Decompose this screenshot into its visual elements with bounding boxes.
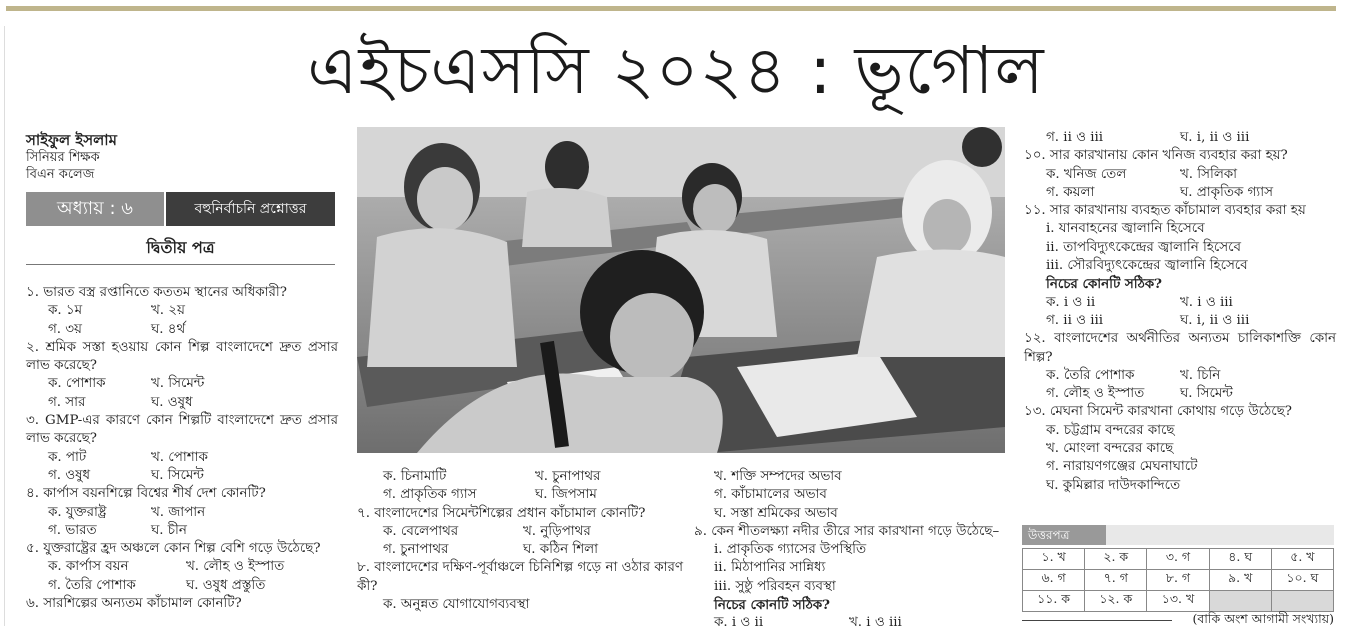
options <box>383 541 683 559</box>
answer-heading-bar <box>1106 525 1334 545</box>
option: গ. চুনাপাথর <box>383 542 449 558</box>
options <box>26 577 338 595</box>
left-rule <box>4 26 5 626</box>
question-7: ৭. বাংলাদেশের সিমেন্টশিল্পের প্রধান কাঁচামাল কোনটি? <box>357 505 646 521</box>
author-name: সাইফুল ইসলাম <box>26 131 117 149</box>
options <box>1024 367 1336 385</box>
answer-cell: ১১. ক <box>1023 591 1085 612</box>
question-8: ৮. বাংলাদেশের দক্ষিণ-পূর্বাঞ্চলে চিনিশিল্প গড়ে না ওঠার কারণ কী? <box>357 560 683 594</box>
options <box>26 467 338 485</box>
option: ঘ. প্রাকৃতিক গ্যাস <box>1180 184 1273 200</box>
question-13: ১৩. মেঘনা সিমেন্ট কারখানা কোথায় গড়ে উঠেছে? <box>1024 404 1292 420</box>
option: গ. কয়লা <box>1046 184 1095 200</box>
question-4: ৪. কার্পাস বয়নশিল্পে বিশ্বের শীর্ষ দেশ কোনটি? <box>26 486 266 502</box>
option: খ. চুনাপাথর <box>535 469 601 484</box>
option: গ. সার <box>48 394 86 410</box>
statement: ii. মিঠাপানির সান্নিধ্য <box>714 560 826 576</box>
question-5: ৫. যুক্তরাষ্ট্রের হ্রদ অঞ্চলে কোন শিল্প বেশি গড়ে উঠেছে? <box>26 541 321 557</box>
answer-table <box>1022 548 1334 612</box>
question-9: ৯. কেন শীতলক্ষ্যা নদীর তীরে সার কারখানা গড়ে উঠেছে– <box>694 523 1000 539</box>
statement: ii. তাপবিদ্যুৎকেন্দ্রের জ্বালানি হিসেবে <box>1046 239 1241 255</box>
answer-cell: ১২. ক <box>1085 591 1147 612</box>
option: ঘ. সিমেন্ট <box>151 467 204 483</box>
option: ক. খনিজ তেল <box>1046 166 1127 182</box>
statement: iii. সুষ্ঠু পরিবহন ব্যবস্থা <box>714 578 836 594</box>
option: ক. যুক্তরাষ্ট্র <box>48 504 107 520</box>
options <box>26 558 338 576</box>
prompt: নিচের কোনটি সঠিক? <box>1046 276 1162 293</box>
option: ক. পোশাক <box>48 376 106 392</box>
options <box>1024 312 1336 330</box>
paper-heading: দ্বিতীয় পত্র <box>146 238 215 257</box>
prompt: নিচের কোনটি সঠিক? <box>714 597 830 614</box>
continuation-note-area <box>1022 611 1334 629</box>
answer-sheet-heading: উত্তরপত্র <box>1022 525 1106 545</box>
question-12: ১২. বাংলাদেশের অর্থনীতির অন্যতম চালিকাশক্তি কোন শিল্প? <box>1024 331 1336 365</box>
answer-cell: ৮. গ <box>1147 570 1209 591</box>
author-block <box>26 132 336 183</box>
answer-cell: ৪. ঘ <box>1209 549 1271 570</box>
statement: i. প্রাকৃতিক গ্যাসের উপস্থিতি <box>714 542 867 558</box>
options <box>383 468 683 486</box>
answer-cell: ৭. গ <box>1085 570 1147 591</box>
students-writing-exam-image <box>357 127 1005 453</box>
option: ঘ. জিপসাম <box>535 487 597 503</box>
option: ঘ. i, ii ও iii <box>1180 130 1250 145</box>
options <box>26 449 338 467</box>
option: ক. তৈরি পোশাক <box>1046 367 1135 383</box>
option: খ. শক্তি সম্পদের অভাব <box>714 469 842 484</box>
answer-cell: ৯. খ <box>1209 570 1271 591</box>
option: খ. জাপান <box>151 504 206 520</box>
option: গ. ii ও iii <box>1046 312 1104 328</box>
empty-cell <box>1209 591 1271 612</box>
empty-cell <box>1271 591 1333 612</box>
question-2: ২. শ্রমিক সস্তা হওয়ায় কোন শিল্প বাংলাদেশে দ্রুত প্রসার লাভ করেছে? <box>26 339 338 374</box>
options <box>1024 385 1336 403</box>
table-row <box>1023 570 1334 591</box>
option: খ. লৌহ ও ইস্পাত <box>186 559 285 575</box>
continuation-note: (বাকি অংশ আগামী সংখ্যায়) <box>1192 611 1334 626</box>
option: ক. ১ম <box>48 303 83 319</box>
answer-cell: ১৩. খ <box>1147 591 1209 612</box>
option: ঘ. i, ii ও iii <box>1180 312 1250 328</box>
statement: iii. সৌরবিদ্যুৎকেন্দ্রের জ্বালানি হিসেবে <box>1046 258 1248 274</box>
options <box>1024 129 1336 147</box>
question-3: ৩. GMP-এর কারণে কোন শিল্পটি বাংলাদেশে দ্রুত প্রসার লাভ করেছে? <box>26 413 338 447</box>
option: খ. সিলিকা <box>1180 166 1238 182</box>
answer-cell: ৬. গ <box>1023 570 1085 591</box>
option: ক. চট্টগ্রাম বন্দরের কাছে <box>1046 422 1175 438</box>
option: ক. i ও ii <box>1046 294 1096 310</box>
author-institution: বিএন কলেজ <box>26 167 95 182</box>
page-title: এইচএসসি ২০২৪ : ভূগোল <box>307 32 1045 109</box>
option: গ. লৌহ ও ইস্পাত <box>1046 386 1145 402</box>
options <box>26 522 338 540</box>
option: খ. ২য় <box>151 303 185 319</box>
option: ঘ. কঠিন শিলা <box>523 542 599 558</box>
option: ঘ. সস্তা শ্রমিকের অভাব <box>714 505 838 521</box>
top-rule <box>6 6 1336 11</box>
options <box>26 302 338 320</box>
chapter-banner <box>26 192 335 226</box>
column-3 <box>694 468 1012 629</box>
footer-rule <box>1022 620 1172 621</box>
question-11: ১১. সার কারখানায় ব্যবহৃত কাঁচামাল ব্যবহার করা হয় <box>1024 203 1306 219</box>
question-10: ১০. সার কারখানায় কোন খনিজ ব্যবহার করা হয়? <box>1024 148 1288 164</box>
option: গ. কাঁচামালের অভাব <box>714 487 827 503</box>
chapter-topic: বহুনির্বাচনি প্রশ্নোত্তর <box>166 192 335 226</box>
chapter-label: অধ্যায় : ৬ <box>26 192 166 226</box>
table-row <box>1023 549 1334 570</box>
question-6: ৬. সারশিল্পের অন্যতম কাঁচামাল কোনটি? <box>26 596 242 612</box>
options <box>26 375 338 393</box>
column-4 <box>1024 129 1336 495</box>
option: গ. নারায়ণগঞ্জের মেঘনাঘাটে <box>1046 459 1198 475</box>
option: ক. চিনামাটি <box>383 469 447 484</box>
option: ক. অনুন্নত যোগাযোগব্যবস্থা <box>383 597 530 613</box>
option: ঘ. চীন <box>151 522 187 538</box>
options <box>26 504 338 522</box>
options <box>26 394 338 412</box>
option: খ. নুড়িপাথর <box>523 523 591 539</box>
options <box>26 321 338 339</box>
column-1 <box>26 284 338 613</box>
answer-cell: ৫. খ <box>1271 549 1333 570</box>
answer-cell: ১. খ <box>1023 549 1085 570</box>
option: খ. পোশাক <box>151 449 208 465</box>
answer-cell: ১০. ঘ <box>1271 570 1333 591</box>
option: ক. i ও ii <box>714 615 764 629</box>
options <box>383 486 683 504</box>
answer-cell: ৩. গ <box>1147 549 1209 570</box>
option: ঘ. কুমিল্লার দাউদকান্দিতে <box>1046 477 1181 493</box>
option: গ. ii ও iii <box>1046 130 1104 145</box>
option: ঘ. ওষুধ <box>151 394 193 410</box>
options <box>1024 184 1336 202</box>
options <box>1024 166 1336 184</box>
question-1: ১. ভারত বস্ত্র রপ্তানিতে কততম স্থানের অধিকারী? <box>26 285 287 300</box>
option: গ. প্রাকৃতিক গ্যাস <box>383 487 477 503</box>
option: খ. i ও iii <box>849 615 902 629</box>
option: ক. বেলেপাথর <box>383 523 459 539</box>
options <box>694 614 1012 629</box>
option: খ. সিমেন্ট <box>151 376 205 392</box>
option: ঘ. সিমেন্ট <box>1180 386 1233 402</box>
option: গ. ৩য় <box>48 321 82 337</box>
table-row <box>1023 591 1334 612</box>
options <box>1024 294 1336 312</box>
answer-cell: ২. ক <box>1085 549 1147 570</box>
option: ক. কার্পাস বয়ন <box>48 559 129 575</box>
option: গ. ওষুধ <box>48 467 91 483</box>
option: খ. চিনি <box>1180 367 1221 383</box>
option: গ. তৈরি পোশাক <box>48 577 136 593</box>
option: ঘ. ৪র্থ <box>151 321 186 337</box>
divider <box>26 264 335 265</box>
column-2 <box>357 468 683 614</box>
option: গ. ভারত <box>48 522 97 538</box>
statement: i. যানবাহনের জ্বালানি হিসেবে <box>1046 221 1205 237</box>
option: খ. i ও iii <box>1180 294 1233 310</box>
option: খ. মোংলা বন্দরের কাছে <box>1046 441 1174 457</box>
exam-hall-photo <box>357 127 1005 453</box>
options <box>383 523 683 541</box>
option: ক. পাট <box>48 449 87 465</box>
author-designation: সিনিয়র শিক্ষক <box>26 150 100 165</box>
option: ঘ. ওষুধ প্রস্তুতি <box>186 577 266 593</box>
